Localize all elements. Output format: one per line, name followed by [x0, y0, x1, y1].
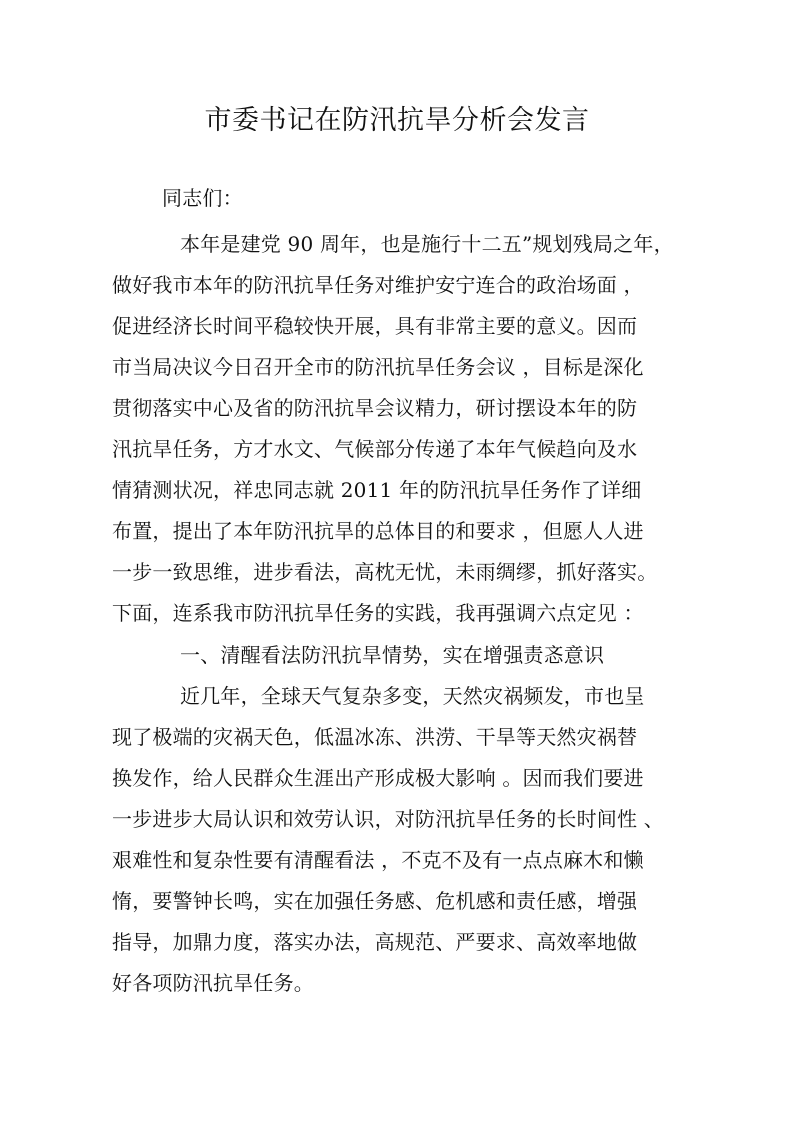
- paragraph-line: 惰，要警钟长鸣，实在加强任务感、危机感和责任感，增强: [112, 889, 638, 913]
- paragraph-line: 一步进步大局认识和效劳认识，对防汛抗旱任务的长时间性 、: [112, 807, 664, 831]
- paragraph-line: 布置，提出了本年防汛抗旱的总体目的和要求 ，但愿人人进: [112, 519, 644, 543]
- paragraph-line: 市当局决议今日召开全市的防汛抗旱任务会议 ，目标是深化: [112, 355, 644, 379]
- salutation: 同志们：: [162, 186, 243, 210]
- document-title: 市委书记在防汛抗旱分析会发言: [204, 105, 590, 136]
- paragraph-line: 现了极端的灾祸天色，低温冰冻、洪涝、干旱等天然灾祸替: [112, 725, 638, 749]
- paragraph-line: 促进经济长时间平稳较快开展，具有非常主要的意义。因而: [112, 314, 638, 338]
- paragraph-line: 情猜测状况，祥忠同志就 2011 年的防汛抗旱任务作了详细: [112, 478, 642, 502]
- paragraph-line: 近几年，全球天气复杂多变，天然灾祸频发，市也呈: [180, 684, 645, 708]
- paragraph-line: 本年是建党 90 周年，也是施行十二五”规划残局之年，: [180, 232, 674, 256]
- section-heading: 一、清醒看法防汛抗旱情势，实在增强责忞意识: [180, 643, 605, 667]
- paragraph-line: 指导，加鼎力度，落实办法，高规范、严要求、高效率地做: [112, 930, 638, 954]
- paragraph-line: 做好我市本年的防汛抗旱任务对维护安宁连合的政治场面 ，: [112, 273, 644, 297]
- paragraph-line: 艰难性和复杂性要有清醒看法 ，不克不及有一点点麻木和懒: [112, 848, 644, 872]
- paragraph-line: 贯彻落实中心及省的防汛抗旱会议精力，研讨摆设本年的防: [112, 396, 638, 420]
- paragraph-line: 下面，连系我市防汛抗旱任务的实践，我再强调六点定见 ：: [112, 601, 644, 625]
- paragraph-line: 一步一致思维，进步看法，高枕无忧，未雨绸缪，抓好落实。: [112, 560, 658, 584]
- paragraph-line: 好各项防汛抗旱任务。: [112, 971, 314, 995]
- paragraph-line: 汛抗旱任务，方才水文、气候部分传递了本年气候趋向及水: [112, 437, 638, 461]
- paragraph-line: 换发作，给人民群众生涯出产形成极大影响 。因而我们要进: [112, 766, 644, 790]
